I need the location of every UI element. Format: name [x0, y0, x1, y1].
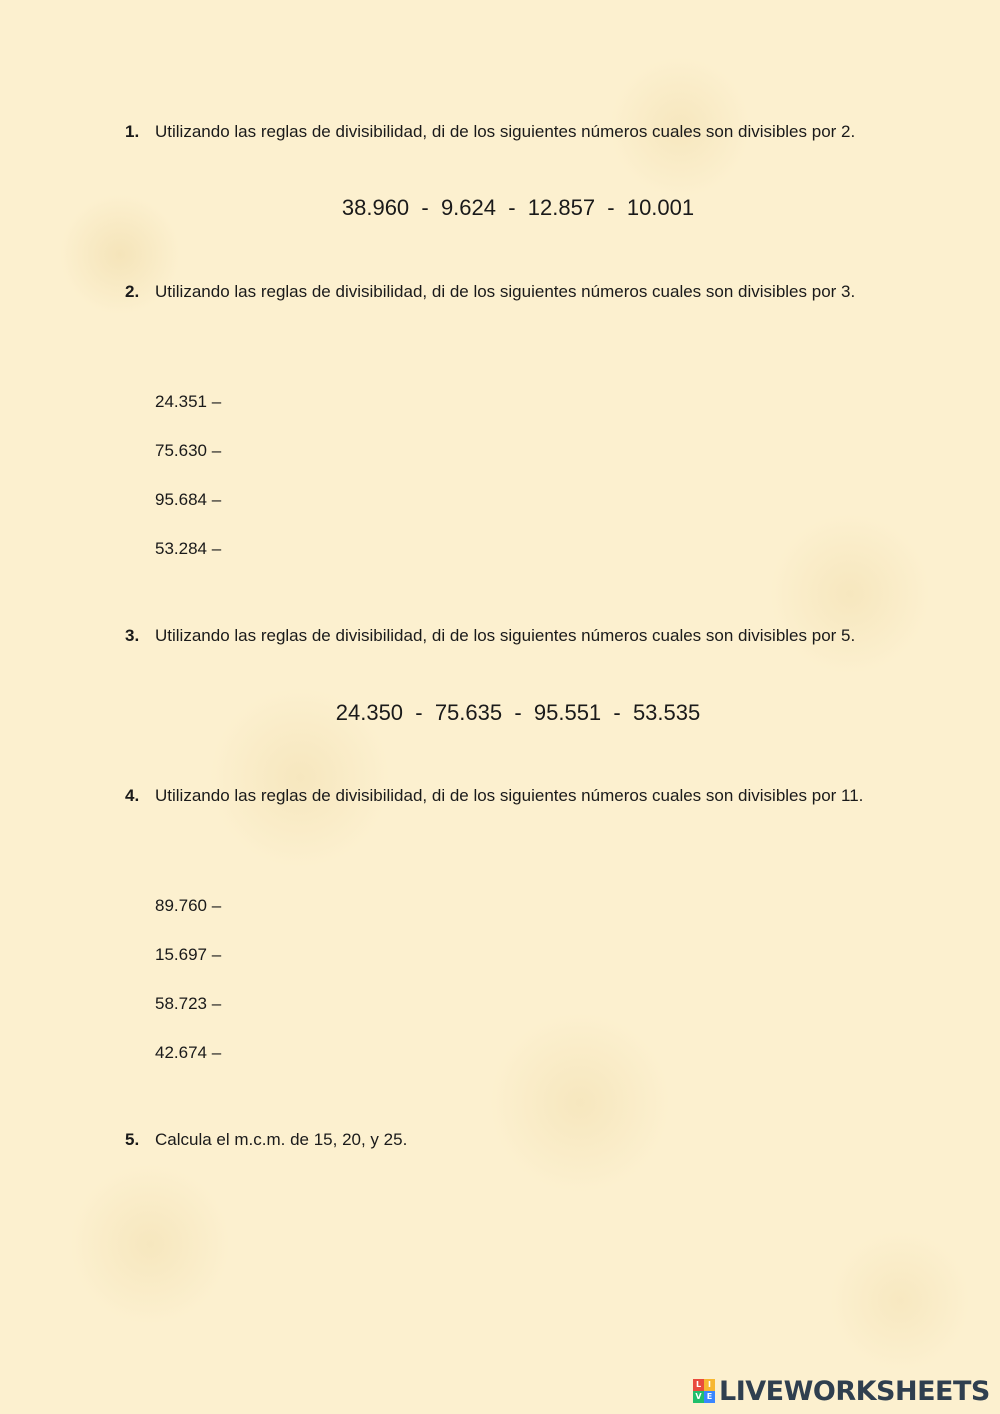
logo-mark-icon — [693, 1379, 715, 1403]
question-number: 4. — [125, 786, 140, 805]
question-3 — [125, 617, 881, 654]
logo-letter: I — [704, 1379, 715, 1391]
question-number: 2. — [125, 282, 140, 301]
question-text: Utilizando las reglas de divisibilidad, di de los siguientes números cuales son divisibles por 2. — [155, 122, 856, 141]
number-item: 95.684 – — [155, 490, 222, 509]
number-item: 75.630 – — [155, 441, 222, 460]
logo-letter: E — [704, 1391, 715, 1403]
question-number: 3. — [125, 626, 140, 645]
number-item: 53.284 – — [155, 539, 222, 558]
question-text: Utilizando las reglas de divisibilidad, di de los siguientes números cuales son divisibles por 5. — [155, 626, 856, 645]
question-5 — [125, 1121, 881, 1158]
question-1 — [125, 113, 881, 150]
question-text: Utilizando las reglas de divisibilidad, di de los siguientes números cuales son divisibles por 11. — [155, 786, 864, 805]
question-number: 1. — [125, 122, 140, 141]
logo-letter: L — [693, 1379, 704, 1391]
number-item: 24.351 – — [155, 392, 222, 411]
number-item: 42.674 – — [155, 1043, 222, 1062]
number-item: 58.723 – — [155, 994, 222, 1013]
question-text: Utilizando las reglas de divisibilidad, di de los siguientes números cuales son divisibles por 3. — [155, 282, 856, 301]
question-number: 5. — [125, 1130, 140, 1149]
logo-letter: V — [693, 1391, 704, 1403]
number-item: 15.697 – — [155, 945, 222, 964]
numbers-line: 24.350 - 75.635 - 95.551 - 53.535 — [335, 700, 701, 725]
question-text: Calcula el m.c.m. de 15, 20, y 25. — [155, 1130, 408, 1149]
question-2 — [125, 273, 881, 310]
logo-text: LIVEWORKSHEETS — [719, 1375, 990, 1407]
number-item: 89.760 – — [155, 896, 222, 915]
numbers-line: 38.960 - 9.624 - 12.857 - 10.001 — [341, 195, 695, 220]
question-4 — [125, 777, 881, 814]
liveworksheets-logo[interactable] — [693, 1373, 990, 1409]
